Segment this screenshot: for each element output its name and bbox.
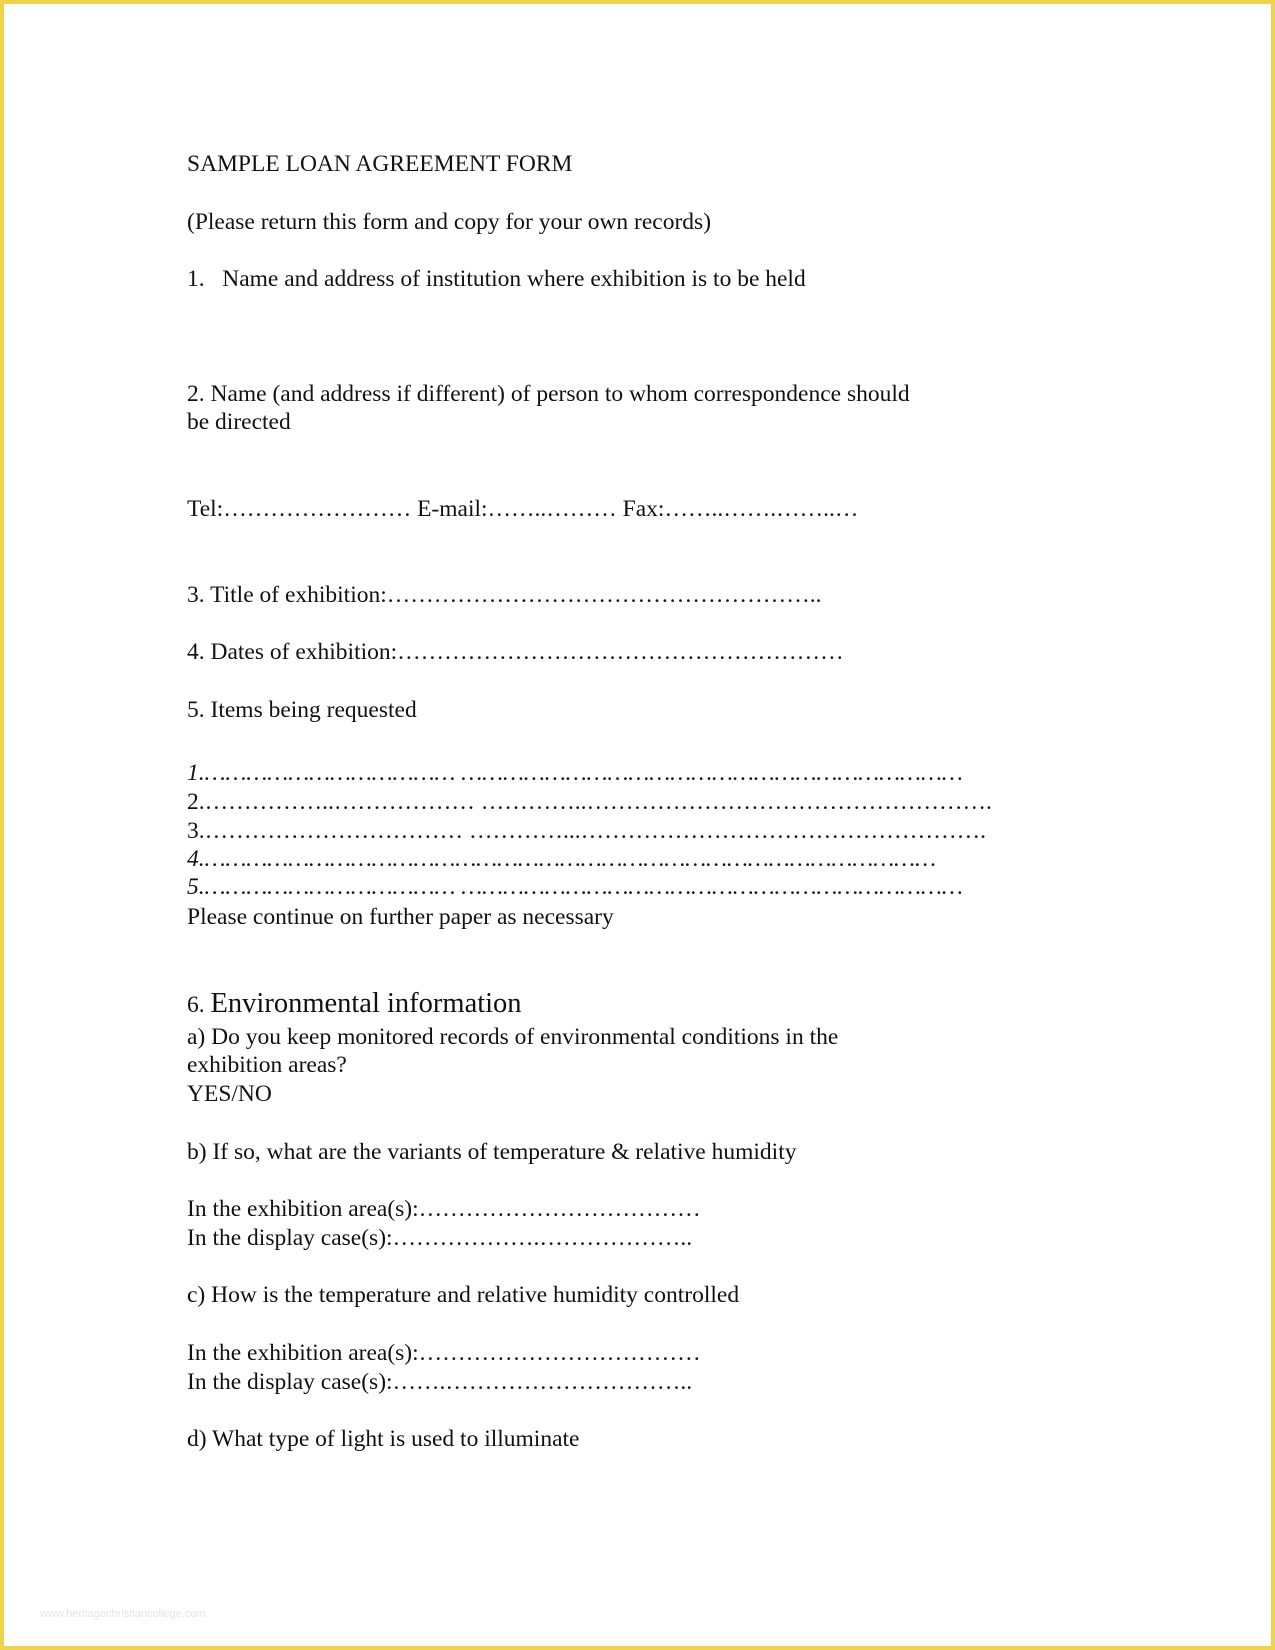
question-6c-area: In the exhibition area(s):………………………………	[187, 1340, 701, 1366]
question-4: 4. Dates of exhibition:…………………………………………………	[187, 639, 844, 665]
question-6b-case: In the display case(s):……………….………………..	[187, 1225, 693, 1251]
question-6b-area: In the exhibition area(s):………………………………	[187, 1196, 701, 1222]
question-6c: c) How is the temperature and relative humidity controlled	[187, 1282, 740, 1308]
question-6a-line1: a) Do you keep monitored records of environmental conditions in the	[187, 1024, 839, 1050]
question-6c-case: In the display case(s):…….…………………………..	[187, 1369, 693, 1395]
question-3: 3. Title of exhibition:………………………………………………..	[187, 582, 822, 608]
section-6-heading	[187, 990, 522, 1019]
item-line-2: 2.……………..……………… …………..…………………………………………….	[187, 789, 992, 815]
section-6-number: 6.	[187, 992, 211, 1018]
item-line-1: 1.……………………………… ………………………………………………………………	[187, 760, 963, 786]
question-2-line2: be directed	[187, 409, 291, 435]
question-6d: d) What type of light is used to illuminate	[187, 1426, 580, 1452]
continue-note: Please continue on further paper as necessary	[187, 904, 614, 930]
form-instruction: (Please return this form and copy for your own records)	[187, 209, 712, 235]
question-1: 1. Name and address of institution where exhibition is to be held	[187, 266, 806, 292]
question-6a-line2: exhibition areas?	[187, 1052, 347, 1078]
question-6b: b) If so, what are the variants of temperature & relative humidity	[187, 1139, 797, 1165]
item-line-5: 5.……………………………… ………………………………………………………………	[187, 874, 963, 900]
item-line-4: 4.……………………………………………………………………………………………	[187, 846, 936, 872]
contact-fields: Tel:…………………… E-mail:……..……… Fax:……..…….……..…	[187, 496, 859, 522]
section-6-title: Environmental information	[210, 988, 522, 1019]
item-line-3: 3.…………………………… …………...…………………………………………….	[187, 818, 986, 844]
question-6a-answer: YES/NO	[187, 1081, 272, 1107]
watermark: www.heritagechristiancollege.com	[40, 1608, 206, 1620]
question-5: 5. Items being requested	[187, 697, 417, 723]
form-title: SAMPLE LOAN AGREEMENT FORM	[187, 151, 573, 177]
question-2-line1: 2. Name (and address if different) of person to whom correspondence should	[187, 381, 910, 407]
